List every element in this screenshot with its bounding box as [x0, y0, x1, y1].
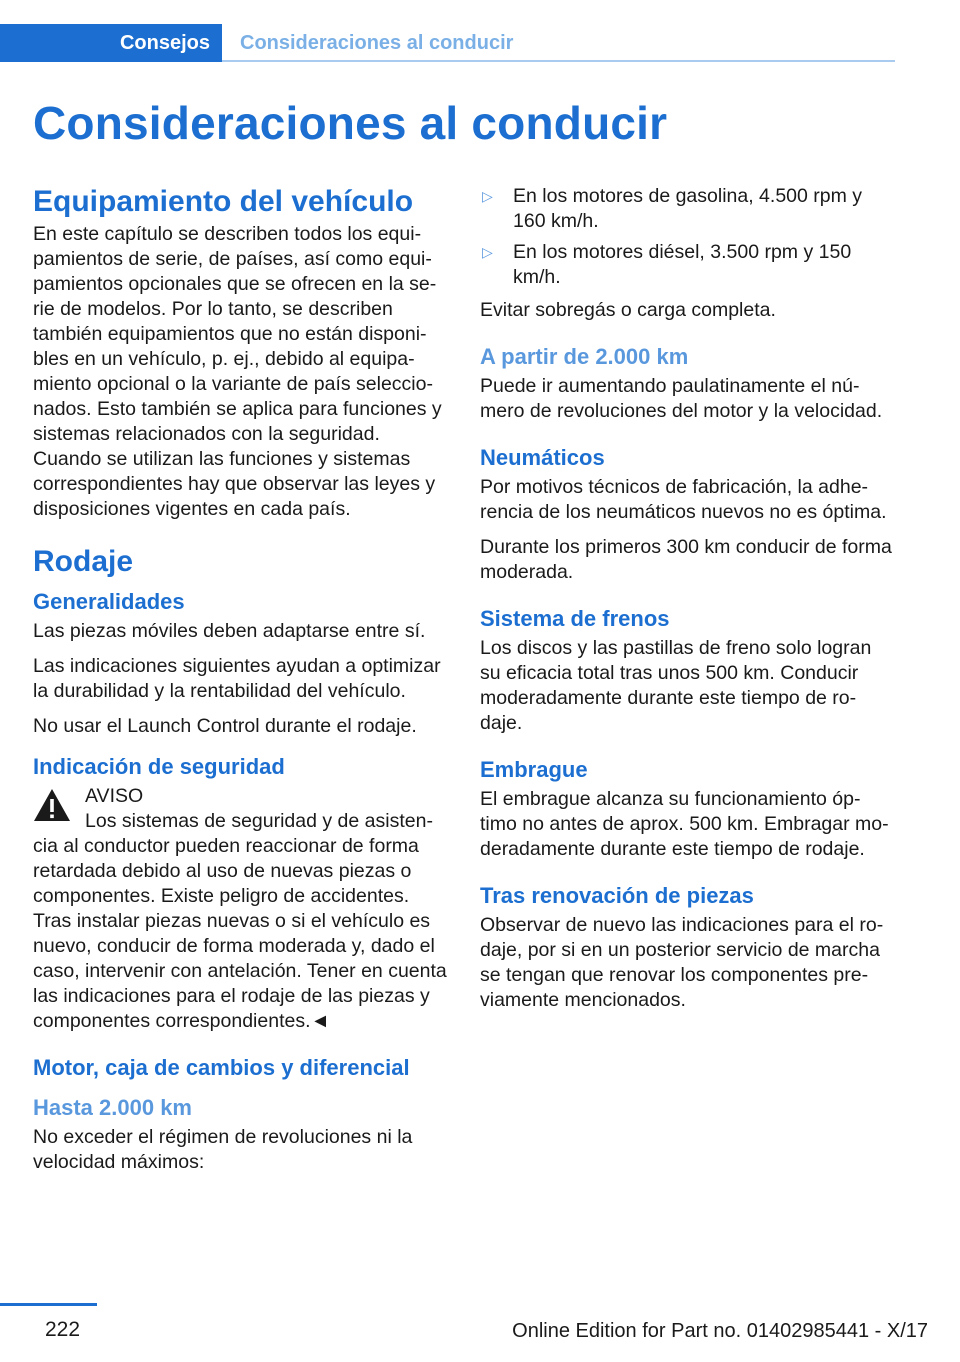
list-item [480, 184, 896, 234]
list-item-text: En los motores diésel, 3.500 rpm y 150 km/h. [513, 241, 852, 288]
neumaticos-paragraph-2: Durante los primeros 300 km conducir de forma moderada. [480, 536, 892, 583]
heading-embrague: Embrague [480, 757, 588, 782]
heading-motor: Motor, caja de cambios y diferencial [33, 1055, 410, 1080]
warning-text-line1: Los sistemas de seguridad y de asisten- [85, 810, 433, 832]
frenos-paragraph: Los discos y las pastillas de freno solo logran su eficacia total tras unos 500 km. Conducir moderadamente durante este tiempo de ro-daje. [480, 637, 872, 734]
speed-limits-list [480, 184, 896, 290]
generalidades-paragraph-2: Las indicaciones siguientes ayudan a optimizar la durabilidad y la rentabilidad del vehículo. [33, 655, 441, 702]
equipamiento-paragraph-2: Cuando se utilizan las funciones y sistemas correspondientes hay que observar las leyes y disposiciones vigentes en cada país. [33, 448, 436, 520]
equipamiento-paragraph-1: En este capítulo se describen todos los equi-pamientos de serie, de países, así como equi-pamientos opcionales que se ofrecen en la se-rie de modelos. Por lo tanto, se describen también equipamientos que no están disponi-bles en un vehículo, p. ej., debido al equipa-miento opcional o la variante de país seleccio-nados. Esto también se aplica para funciones y sistemas relacionados con la seguridad. [33, 223, 442, 445]
renovacion-paragraph: Observar de nuevo las indicaciones para el ro-daje, por si en un posterior servicio de marcha se tengan que renovar los componentes pre-viamente mencionados. [480, 914, 884, 1011]
triangle-bullet-icon: ▷ [482, 188, 493, 204]
warning-label: AVISO [85, 785, 144, 807]
heading-equipamiento: Equipamiento del vehículo [33, 185, 414, 218]
heading-hasta-2000: Hasta 2.000 km [33, 1095, 192, 1120]
heading-seguridad: Indicación de seguridad [33, 754, 285, 779]
embrague-paragraph: El embrague alcanza su funcionamiento óp-timo no antes de aprox. 500 km. Embragar mo-deradamente durante este tiempo de rodaje. [480, 788, 889, 860]
warning-triangle-icon [33, 788, 71, 822]
hasta-paragraph: No exceder el régimen de revoluciones ni la velocidad máximos: [33, 1126, 413, 1173]
generalidades-paragraph-3: No usar el Launch Control durante el rodaje. [33, 715, 417, 737]
page-number: 222 [45, 1318, 81, 1341]
triangle-bullet-icon: ▷ [482, 244, 493, 260]
neumaticos-paragraph-1: Por motivos técnicos de fabricación, la adhe-rencia de los neumáticos nuevos no es óptima. [480, 476, 887, 523]
warning-text-body: cia al conductor pueden reaccionar de forma retardada debido al uso de nuevas piezas o componentes. Existe peligro de accidentes. Tras instalar piezas nuevas o si el vehículo es nuevo, conducir de forma moderada y, dado el caso, intervenir con antelación. Tener en cuenta las indicaciones para el rodaje de las piezas y componentes correspondientes.◄ [33, 835, 447, 1032]
warning-block [33, 784, 449, 1034]
right-column [480, 184, 896, 1023]
heading-a-partir-2000: A partir de 2.000 km [480, 344, 689, 369]
evitar-paragraph: Evitar sobregás o carga completa. [480, 299, 776, 321]
list-item-text: En los motores de gasolina, 4.500 rpm y 160 km/h. [513, 185, 863, 232]
header-tab: Consejos [0, 24, 222, 62]
heading-renovacion: Tras renovación de piezas [480, 883, 754, 908]
edition-info: Online Edition for Part no. 01402985441 - X/17 [512, 1320, 928, 1342]
footer-rule [0, 1303, 97, 1306]
generalidades-paragraph-1: Las piezas móviles deben adaptarse entre sí. [33, 620, 426, 642]
page-title: Consideraciones al conducir [33, 97, 668, 149]
header-rule [222, 60, 895, 62]
breadcrumb: Consideraciones al conducir [240, 32, 514, 54]
list-item [480, 240, 896, 290]
heading-frenos: Sistema de frenos [480, 606, 670, 631]
heading-rodaje: Rodaje [33, 545, 134, 578]
heading-neumaticos: Neumáticos [480, 445, 605, 470]
left-column [33, 184, 449, 1185]
heading-generalidades: Generalidades [33, 589, 185, 614]
apartir-paragraph: Puede ir aumentando paulatinamente el nú-mero de revoluciones del motor y la velocidad. [480, 375, 883, 422]
